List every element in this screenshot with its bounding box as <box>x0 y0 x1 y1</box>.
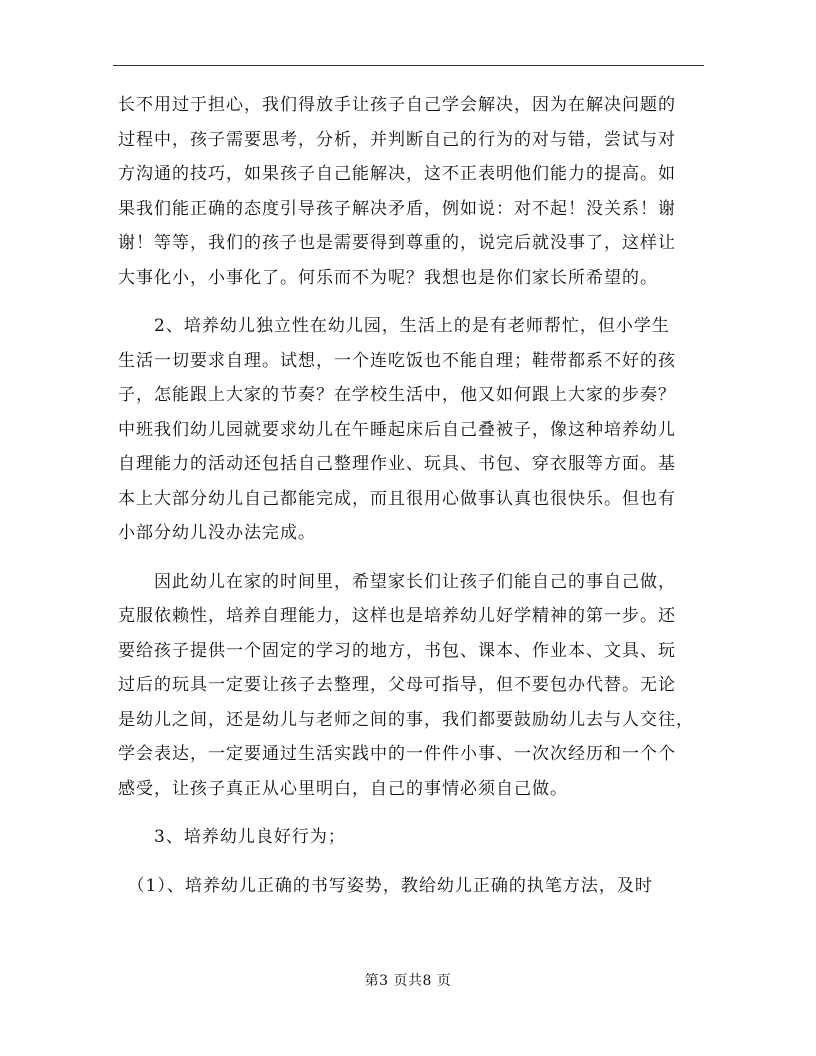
text-line: 克服依赖性，培养自理能力，这样也是培养幼儿好学精神的第一步。还 <box>118 606 676 626</box>
text-line: 感受，让孩子真正从心里明白，自己的事情必须自己做。 <box>118 778 568 799</box>
text-line: 生活一切要求自理。试想，一个连吃饭也不能自理；鞋带都系不好的孩 <box>118 350 676 371</box>
text-line: 子，怎能跟上大家的节奏？在学校生活中，他又如何跟上大家的步奏？ <box>118 385 676 405</box>
text-line: 3、培养幼儿良好行为； <box>118 827 346 847</box>
text-line: 长不用过于担心，我们得放手让孩子自己学会解决，因为在解决问题的 <box>118 95 676 115</box>
text-line: 自理能力的活动还包括自己整理作业、玩具、书包、穿衣服等方面。基 <box>118 454 676 474</box>
text-line: 小部分幼儿没办法完成。 <box>118 523 316 543</box>
text-line: （1）、培养幼儿正确的书写姿势，教给幼儿正确的执笔方法，及时 <box>118 875 653 896</box>
text-line: 要给孩子提供一个固定的学习的地方，书包、课本、作业本、文具、玩 <box>118 640 676 661</box>
text-line: 过程中，孩子需要思考，分析，并判断自己的行为的对与错，尝试与对 <box>118 129 676 150</box>
text-line: 过后的玩具一定要让孩子去整理，父母可指导，但不要包办代替。无论 <box>118 675 676 695</box>
text-line: 学会表达，一定要通过生活实践中的一件件小事、一次次经历和一个个 <box>118 744 676 764</box>
paragraph-3 <box>118 565 708 807</box>
text-line: 方沟通的技巧，如果孩子自己能解决，这不正表明他们能力的提高。如 <box>118 164 676 184</box>
text-line: 中班我们幼儿园就要求幼儿在午睡起床后自己叠被子，像这种培养幼儿 <box>118 419 676 440</box>
text-line: 谢！等等，我们的孩子也是需要得到尊重的，说完后就没事了，这样让 <box>118 233 676 253</box>
text-line: 2、培养幼儿独立性在幼儿园，生活上的是有老师帮忙，但小学生 <box>118 316 670 336</box>
text-line: 是幼儿之间，还是幼儿与老师之间的事，我们都要鼓励幼儿去与人交往， <box>118 709 694 730</box>
paragraph-4 <box>118 869 708 904</box>
text-line: 因此幼儿在家的时间里，希望家长们让孩子们能自己的事自己做， <box>118 571 676 592</box>
text-line: 本上大部分幼儿自己都能完成，而且很用心做事认真也很快乐。但也有 <box>118 488 676 509</box>
text-line: 果我们能正确的态度引导孩子解决矛盾，例如说：对不起！没关系！谢 <box>118 198 676 219</box>
header-rule <box>113 65 704 66</box>
paragraph-1 <box>118 88 708 295</box>
paragraph-2 <box>118 309 708 551</box>
page-footer: 第3 页共8 页 <box>364 973 452 989</box>
section-heading-3 <box>118 820 708 855</box>
document-body <box>118 88 708 903</box>
text-line: 大事化小，小事化了。何乐而不为呢？我想也是你们家长所希望的。 <box>118 267 658 288</box>
